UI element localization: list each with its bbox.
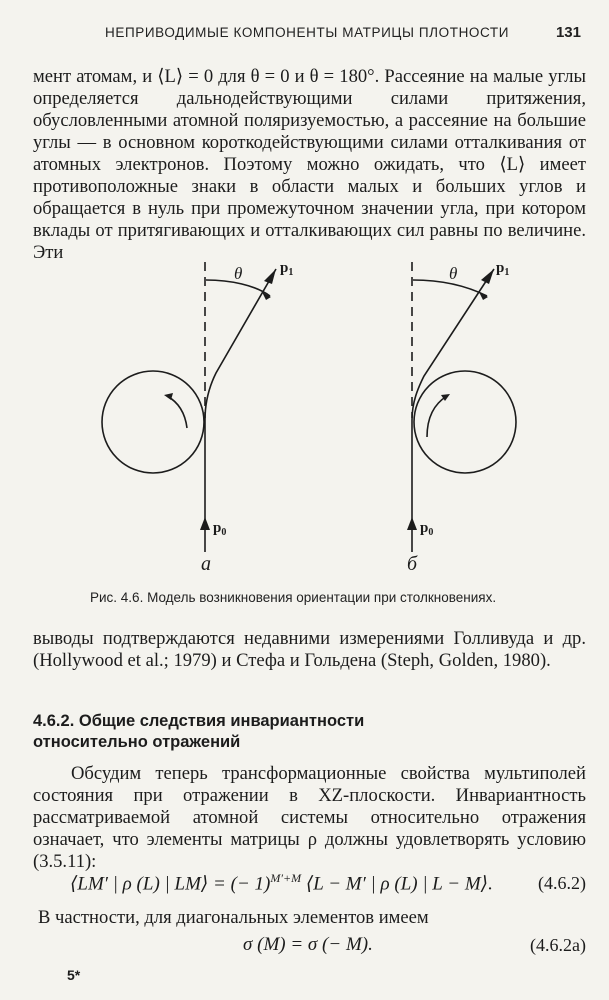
equation-number-4-6-2: (4.6.2) — [538, 873, 586, 893]
theta-label-a: θ — [234, 264, 243, 283]
scattered-path-a — [205, 269, 276, 420]
theta-label-b: θ — [449, 264, 458, 283]
arrowhead-p1-a — [264, 269, 276, 284]
scattered-path-b — [412, 269, 494, 420]
figure-caption: Рис. 4.6. Модель возникновения ориентации при столкновениях. — [90, 590, 497, 605]
running-title: НЕПРИВОДИМЫЕ КОМПОНЕНТЫ МАТРИЦЫ ПЛОТНОСТИ — [105, 25, 510, 40]
panel-label-b: б — [407, 553, 418, 575]
p0-label-a: $p_0$ — [213, 520, 227, 538]
section-heading-line-1: 4.6.2. Общие следствия инвариантности — [33, 712, 365, 730]
page-number: 131 — [555, 24, 581, 41]
section-heading — [33, 711, 364, 753]
p1-label-a: $p_1$ — [280, 260, 294, 278]
signature-mark: 5* — [67, 967, 81, 983]
equation-4-6-2a: σ (M) = σ (− M). — [243, 934, 373, 955]
panel-label-a: а — [201, 553, 211, 575]
rotation-arrow-b — [427, 396, 447, 437]
paragraph-1: мент атомам, и ⟨L⟩ = 0 для θ = 0 и θ = 180°. Рассеяние на малые углы определяется дальнодействующими силами притяжения, обусловленными атомной поляризуемостью, а рассеяние на большие углы — в основном короткодействующими силами отталкивания от атомных электронов. Поэтому можно ожидать, что ⟨L⟩ имеет противоположные знаки в области малых и больших углов и обращается в нуль при промежуточном значении угла, при котором вклады от притягивающих и отталкивающих сил равны по величине. Эти — [33, 66, 586, 263]
equation-right: ⟨L − M′ | ρ (L) | L − M⟩. — [301, 873, 493, 895]
rotation-arrow-a — [167, 396, 187, 428]
arrowhead-p0-b — [407, 517, 417, 530]
p0-label-b: $p_0$ — [420, 520, 434, 538]
section-heading-line-2: относительно отражений — [33, 733, 241, 751]
arrowhead-p1-b — [481, 269, 494, 284]
paragraph-2: выводы подтверждаются недавними измерениями Голливуда и др. (Hollywood et al.; 1979) и Стефа и Гольдена (Steph, Golden, 1980). — [33, 628, 586, 671]
arrowhead-p0-a — [200, 517, 210, 530]
equation-exponent: M′+M — [270, 871, 302, 885]
p1-label-b: $p_1$ — [496, 260, 510, 278]
equation-left: ⟨LM′ | ρ (L) | LM⟩ = (− 1) — [70, 873, 271, 895]
equation-number-4-6-2a: (4.6.2a) — [530, 935, 586, 955]
atom-circle-a — [102, 371, 204, 473]
paragraph-3: Обсудим теперь трансформационные свойства мультиполей состояния при отражении в XZ-плоскости. Инвариантность рассматриваемой атомной системы относительно отражения означает, что элементы матрицы ρ должны удовлетворять условию (3.5.11): — [33, 763, 586, 872]
diagonal-elements-line: В частности, для диагональных элементов имеем — [38, 907, 429, 928]
equation-4-6-2 — [70, 871, 493, 895]
